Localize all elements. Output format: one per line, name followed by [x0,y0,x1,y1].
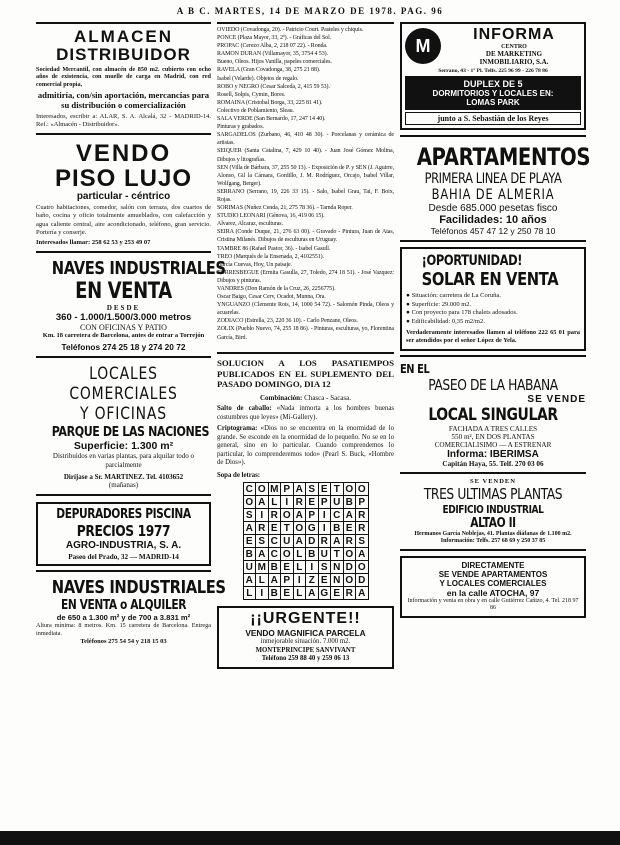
grid-cell: E [268,522,281,535]
grid-cell: B [268,587,281,600]
solution-section [217,352,394,600]
grid-cell: P [281,574,294,587]
grid-row [243,522,368,535]
grid-cell: P [281,483,294,496]
grid-cell: E [306,496,319,509]
oportunidad-bullet [406,301,580,310]
grid-cell: O [293,522,306,535]
directory-line: RAMON DURAN (Villamayor, 35, 3754 4 53). [217,51,328,58]
grid-cell: I [318,522,331,535]
grid-row [243,587,368,600]
directory-line: YNGUANZO (Clemente Rois, 14, 1000 54 72). - Salomón Pinda, Oleos y acuarelas. [217,302,394,317]
grid-cell: O [356,483,369,496]
cripto-value: «Dios no se encuentra en la enormidad de lo grande. Se esconde en la enormidad de lo pequeño. No se en lo general, sino en lo particular. Cuando comprendemos lo particular, lo comprenderemos todo» (Pearl S. Buck, «Hombre de Dios»). [217,425,394,467]
habana-line-1: EN EL [400,361,430,376]
apartamentos-phones: Teléfonos 457 47 12 y 250 78 10 [430,225,556,236]
habana-line-7: COMERCIALISIMO — A ESTRENAR [434,440,552,449]
grid-cell: C [243,483,256,496]
almacen-body: Sociedad Mercantil, con almacén de 850 m2. cubierto con ocho años de existencia, con muelle de carga en Madrid, con red comercial propia, [36,65,211,89]
locales-hours: (mañanas) [108,481,139,490]
grid-cell: A [356,587,369,600]
oportunidad-line-1: ¡OPORTUNIDAD! [421,252,523,269]
apartamentos-line-2: PRIMERA LINEA DE PLAYA [424,170,562,187]
directamente-line-1: DIRECTAMENTE [461,560,525,570]
grid-cell: E [343,522,356,535]
directory-line: SERRANO (Serrano, 19, 226 33 15). - Salo, Isabel Grau, Tai, F. Boix, Rojas. [217,188,394,203]
ad-informa [400,22,586,130]
grid-cell: T [281,522,294,535]
locales-body: Distribuidos en varias plantas, para alquilar todo o parcialmente [52,452,195,469]
almacen-offer: admitiría, con/sin aportación, mercancías para su distribución o comercialización [37,89,210,110]
depuradores-address: Paseo del Prado, 32 — MADRID-14 [68,553,179,562]
piso-line-1: VENDO [75,139,172,167]
locales-line-1: LOCALES [89,364,158,385]
habana-line-2: PASEO DE LA HABANA [428,375,558,394]
naves2-details: Altura mínima: 8 metros. Km. 15 carretera de Barcelona. Entrega inmediata. [36,622,211,637]
apartamentos-price: Desde 685.000 pesetas fisco [428,202,558,214]
cripto-label: Criptograma: [217,425,258,433]
apartamentos-facilities: Facilidades: 10 años [439,213,547,226]
informa-logo-icon: M [405,28,441,64]
grid-cell: U [331,496,344,509]
salto-label: Salto de caballo: [217,405,272,413]
grid-cell: C [268,548,281,561]
grid-cell: D [343,561,356,574]
grid-cell: B [343,496,356,509]
directory-line: VANDRES (Don Ramón de la Cruz, 26, 2256775). [217,286,336,292]
ad-depuradores [36,502,211,566]
grid-cell: S [306,483,319,496]
directory-line: Oscar Baigo, Cesar Cerv, Ocadot, Munna, Ora. [217,294,326,301]
tres-line-2: EDIFICIO INDUSTRIAL [442,502,544,516]
grid-cell: S [318,561,331,574]
grid-row [243,574,368,587]
directory-line: Isabel (Velarde). Objetos de regalo. [217,75,299,82]
informa-box-4: junto a S. Sebastián de los Reyes [405,112,581,125]
page-header: A B C. MARTES, 14 DE MARZO DE 1978. PAG. 96 [176,6,444,16]
bullet-text: Situación: carretera de La Coruña. [411,291,501,299]
grid-cell: I [306,561,319,574]
grid-cell: R [343,535,356,548]
column-middle [217,22,394,672]
grid-cell: A [268,574,281,587]
oportunidad-bullet [406,318,580,327]
grid-cell: O [343,548,356,561]
apartamentos-line-3: BAHIA DE ALMERIA [431,186,555,203]
informa-box [405,76,581,110]
grid-cell: A [243,574,256,587]
informa-box-3: LOMAS PARK [466,97,520,107]
grid-cell: A [293,535,306,548]
grid-cell: O [256,483,269,496]
directory-line: García Cuevas, Hoy, Un paisaje. [217,261,292,268]
grid-cell: O [281,548,294,561]
grid-row [243,548,368,561]
directory-line: PONCE (Plaza Mayor, 33, 2º). - Gráficas del Sol. [217,35,332,42]
grid-cell: D [356,574,369,587]
bullet-icon: ● [406,300,412,308]
column-left [36,22,226,650]
naves2-line-1: NAVES INDUSTRIALES [51,577,226,599]
directory-line: ZODIACO (Estrella, 23, 220 36 10). - Carlo Penzane, Oleos. [217,318,358,325]
ad-locales [36,358,211,496]
tres-line-1: TRES ULTIMAS PLANTAS [423,484,563,503]
ad-urgente [217,606,394,668]
grid-cell: A [306,587,319,600]
grid-cell: O [281,509,294,522]
grid-row [243,483,368,496]
informa-line-2: DE MARKETING [485,49,543,58]
grid-row [243,496,368,509]
page-bottom-bar [0,831,620,845]
directamente-body: Información y venta en obra y en calle Gutiérrez Cañizo, 4. Tel. 218 97 86 [407,597,579,612]
grid-cell: I [256,509,269,522]
grid-cell: L [243,587,256,600]
piso-line-2: PISO LUJO [54,165,193,193]
informa-box-1: DUPLEX DE 5 [463,78,523,89]
column-right [400,22,591,621]
grid-row [243,509,368,522]
bullet-icon: ● [406,318,412,326]
grid-cell: L [293,561,306,574]
grid-cell: R [356,522,369,535]
grid-cell: S [243,509,256,522]
solution-salto [217,405,394,422]
ad-almacen [36,22,211,135]
directory-line: Colectivo de Poblamiento, Sleau. [217,107,294,114]
grid-cell: P [318,496,331,509]
grid-cell: R [256,522,269,535]
grid-cell: O [356,561,369,574]
tres-line-3: ALTAO II [470,515,516,531]
combo-value: Chasca - Sacasa. [304,393,351,402]
grid-row [243,535,368,548]
ad-oportunidad [400,247,586,351]
grid-cell: C [268,535,281,548]
grid-cell: R [343,587,356,600]
informa-line-1: CENTRO [501,43,527,50]
grid-cell: N [331,561,344,574]
naves1-line-2: EN VENTA [75,278,172,304]
ad-naves-1 [36,253,226,358]
grid-cell: C [331,509,344,522]
grid-cell: R [293,496,306,509]
grid-cell: M [268,483,281,496]
depuradores-line-3: AGRO-INDUSTRIA, S. A. [65,540,182,552]
naves2-phones: Teléfonos 275 54 54 y 218 15 03 [80,637,167,645]
directory-line: TORRESBEGUE (Ermita Gasulla, 27, Toledo, 274 18 51). - José Vazquez: Dibujos y pinturas. [217,269,394,284]
tres-top: SE VENDEN [470,477,516,485]
grid-cell: I [256,587,269,600]
directory-line: SEIQUER (Santa Catalina, 7, 429 10 40). - Juan José Gómez Molina, Dibujos y litografías. [217,148,394,163]
informa-logo-text: INFORMA [473,26,555,43]
naves1-sizes: 360 - 1.000/1.500/3.000 metros [55,311,192,323]
bullet-icon: ● [406,291,412,299]
directory-line: STUDIO LEONARI (Génova, 16, 419 06 15). [217,213,325,220]
ad-apartamentos [400,135,591,242]
grid-cell: O [343,574,356,587]
grid-row [243,561,368,574]
grid-cell: E [243,535,256,548]
depuradores-line-1: DEPURADORES PISCINA [56,507,191,523]
locales-contact: Diríjase a Sr. MARTINEZ. Tel. 4103652 [63,472,184,481]
directory-line: SALA VERDE (San Bernardo, 17, 247 14 40). [217,116,326,123]
piso-phones: Interesados llamar: 258 62 53 y 253 49 07 [36,238,151,246]
grid-cell: A [293,509,306,522]
grid-cell: E [281,561,294,574]
directamente-line-3: Y LOCALES COMERCIALES [439,578,547,588]
grid-cell: B [306,548,319,561]
directamente-line-4: en la calle ATOCHA, 97 [446,587,540,598]
directory-line: Rosell, Solpis, Cymin, Bores. [217,91,286,98]
urgente-place: MONTEPRINCIPE SANVIVANT [255,646,356,654]
grid-cell: D [306,535,319,548]
bullet-text: Superficie: 29.000 m2. [411,300,472,308]
grid-cell: P [356,496,369,509]
grid-cell: L [256,574,269,587]
locales-line-4: PARQUE DE LAS NACIONES [51,424,210,441]
grid-cell: R [268,509,281,522]
habana-line-6: 550 m², EN DOS PLANTAS [451,432,535,441]
oportunidad-bullet [406,292,580,301]
gallery-directory [217,22,394,352]
bullet-icon: ● [406,309,412,317]
grid-cell: N [331,574,344,587]
grid-cell: B [268,561,281,574]
directory-line: RAVELA (Gran Covadonga, 38, 275 21 88). [217,67,321,74]
urgente-title: ¡¡URGENTE!! [250,610,361,628]
grid-cell: A [343,509,356,522]
locales-surface: Superficie: 1.300 m² [73,440,174,453]
grid-cell: L [293,587,306,600]
informa-box-2: DORMITORIOS Y LOCALES EN: [432,88,554,98]
grid-cell: L [293,548,306,561]
grid-cell: T [331,548,344,561]
oportunidad-line-2: SOLAR EN VENTA [421,268,559,290]
ad-tres-plantas [400,474,586,551]
urgente-sub: VENDO MAGNIFICA PARCELA [245,628,366,639]
naves2-line-2: EN VENTA o ALQUILER [60,598,187,614]
naves1-phones: Teléfonos 274 25 18 y 274 20 72 [61,342,186,353]
word-search-grid [243,482,369,600]
piso-body: Cuatro habitaciones, comedor, salón con terraza, dos cuartos de baño, cocina y oficio totalmente amueblados, con calefacción y agua caliente central, aire acondicionado, teléfono, gran servicio. Portería y conserje. [36,204,211,236]
habana-line-4: LOCAL SINGULAR [428,404,558,425]
directory-line: SEIRA (Conde Duque, 21, 276 63 00). - Gravado - Pintura, Juan de Atas, Cristina Milanés. Dibujos de esculturas en Uruguay. [217,229,394,244]
grid-cell: I [281,496,294,509]
grid-cell: S [356,535,369,548]
grid-cell: U [281,535,294,548]
grid-cell: A [356,548,369,561]
grid-cell: B [243,548,256,561]
directamente-line-2: SE VENDE APARTAMENTOS [438,569,548,579]
directory-line: TREO (Marqués de la Ensenada, 2, 4102551). [217,253,324,260]
grid-cell: A [293,483,306,496]
habana-line-5: FACHADA A TRES CALLES [448,424,538,433]
combo-label: Combinación: [260,393,303,402]
almacen-title-2: DISTRIBUIDOR [56,44,191,64]
tres-body: Hermanos García Noblejas, 41. Plantas diáfanas de 1.100 m2. Información: Telfs. 257 68 69 y 250 37 85 [414,530,572,545]
grid-cell: A [243,522,256,535]
directory-line: SEN (Villa de Bárbara, 37, 255 50 13). - Exposición de P. y SEN (J. Aguirre, Alonso, Gil la Cámara, Gordillo, J. M. Rodríguez, Orcajo, Isabel Villar, Wolfgang, Berger). [217,164,394,187]
grid-cell: E [331,587,344,600]
grid-cell: E [318,574,331,587]
solution-cripto [217,425,394,467]
directory-line: SARGADELOS (Zurbano, 46, 410 48 30). - Porcelanas y cerámica de artistas. [217,132,394,147]
grid-cell: G [318,587,331,600]
grid-cell: R [356,509,369,522]
informa-logo-row [405,27,581,66]
directory-line: ROMAINA (Cristobal Borga, 33, 225 81 41). [217,99,323,106]
grid-cell: P [306,509,319,522]
salto-value: «Nada inmorta a los hombres buenas costumbres que leyes» (Mi-Gallery). [217,405,394,421]
grid-cell: O [243,496,256,509]
directory-line: ROBO y NEGRO (Cesar Salceda, 2, 415 59 53). [217,83,330,90]
ad-directamente [400,556,586,618]
grid-cell: B [331,522,344,535]
naves1-desde: DESDE [106,303,141,312]
informa-line-3: INMOBILIARIO, S.A. [479,57,549,66]
grid-cell: E [281,587,294,600]
naves1-sub-1: CON OFICINAS Y PATIO [80,322,167,332]
apartamentos-line-1: APARTAMENTOS [416,142,591,171]
grid-cell: A [331,535,344,548]
grid-cell: I [318,509,331,522]
habana-line-3: SE VENDE [527,393,586,405]
ad-naves-2 [36,570,226,650]
grid-cell: I [293,574,306,587]
grid-cell: A [256,548,269,561]
grid-cell: U [318,548,331,561]
locales-line-3: Y OFICINAS [80,404,167,425]
grid-cell: E [318,483,331,496]
grid-cell: L [268,496,281,509]
naves1-line-1: NAVES INDUSTRIALES [51,257,226,279]
grid-cell: T [331,483,344,496]
directory-line: Pinturas y grabados. [217,124,264,131]
urgente-phones: Teléfono 259 88 40 y 259 06 13 [261,655,350,663]
urgente-body: inmejorable situación. 7.000 m2. [260,638,351,646]
grid-cell: R [318,535,331,548]
grid-cell: A [256,496,269,509]
grid-cell: Z [306,574,319,587]
directory-line: Alvarez, Alcaraz, esculturas. [217,221,283,228]
sopa-label: Sopa de letras: [217,471,261,479]
informa-address: Serrano, 43 - 1º Pl. Telfs. 225 96 99 - 226 78 86 [438,67,548,74]
bullet-text: Edificabilidad: 0,35 m2/m2. [411,318,485,326]
oportunidad-bullets [406,292,580,327]
solution-combo [217,394,394,403]
directory-line: ZOLIX (Pueblo Nuevo, 74, 255 18 86). - Pinturas, esculturas, yo, Florentina García, Bird. [217,326,394,341]
habana-address: Capitán Haya, 55. Telf. 270 03 06 [442,459,544,468]
oportunidad-bullet [406,309,580,318]
naves1-sub-2: Km. 18 carretera de Barcelona, antes de entrar a Torrejón [42,331,205,339]
directory-line: TAMBRE 86 (Rafael Pastor, 36). - Isabel Gasull. [217,245,331,252]
oportunidad-contact: Verdaderamente interesados llamen al teléfono 222 65 01 para ser atendidos por el señor López de Yela. [406,328,580,344]
grid-cell: M [256,561,269,574]
grid-cell: S [256,535,269,548]
directory-line: PROPAC (Cerezo Alba, 2, 218 07 22). - Ronda. [217,43,328,50]
grid-cell: U [243,561,256,574]
naves2-body: de 650 a 1.300 m² y de 700 a 3.831 m² [56,613,191,623]
habana-info: Informa: IBERIMSA [447,448,539,460]
depuradores-line-2: PRECIOS 1977 [76,522,171,541]
almacen-contact: Interesados, escribir a: ALAR, S. A. Alcalá, 32 - MADRID-14. Ref.: «Almacén - Distribuidor». [36,112,211,128]
ad-piso [36,135,211,253]
grid-cell: O [343,483,356,496]
ad-habana [400,355,586,474]
bullet-text: Con proyecto para 178 chalets adosados. [411,309,518,317]
directory-line: Bueno, Oleos. Hijos Vanilla, papeles comerciales. [217,59,332,66]
grid-cell: G [306,522,319,535]
directory-line: SORIMAS (Nuñez Cenda, 21, 275 78 36). - Tarnda Roper. [217,205,353,212]
almacen-title-1: ALMACEN [74,27,173,46]
directory-line: OVIEDO (Covadonga, 20). - Patricio Court. Pasteles y chiquis. [217,27,364,33]
locales-line-2: COMERCIALES [69,384,178,405]
piso-subtitle: particular - céntrico [76,191,171,203]
solution-title: SOLUCION A LOS PASATIEMPOS PUBLICADOS EN EL SUPLEMENTO DEL PASADO DOMINGO, DIA 12 [217,358,394,390]
